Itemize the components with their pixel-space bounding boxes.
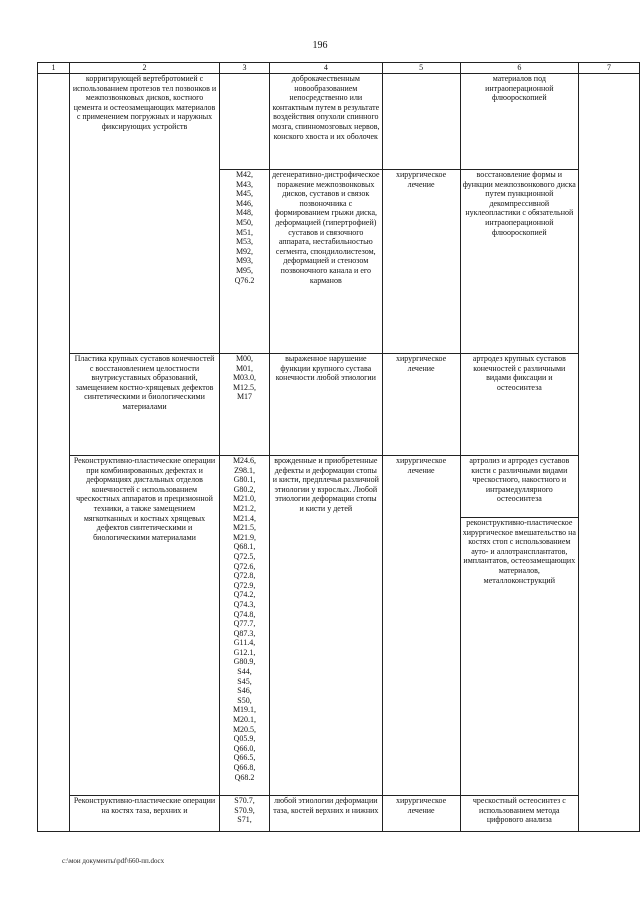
file-path-footer: c:\мои документы\pdf\660-пп.docx [62, 857, 165, 865]
method-detail-cell: артролиз и артродез суставов кисти с различными видами чрескостного, накостного и интрамедуллярного остеосинтеза [460, 456, 578, 518]
col-1-cell [38, 74, 70, 832]
header-col-1: 1 [38, 63, 70, 74]
treatment-type-cell [382, 74, 460, 170]
method-cell: Пластика крупных суставов конечностей с восстановлением целостности внутрисуставных образований, замещением костно-хрящевых дефектов синтетическими и биологическими материалами [70, 354, 220, 456]
method-detail-cell: материалов под интраоперационной флюороскопией [460, 74, 578, 170]
method-detail-cell: чрескостный остеосинтез с использованием метода цифрового анализа [460, 796, 578, 832]
codes-cell [219, 74, 269, 170]
treatment-type-cell: хирургическое лечение [382, 456, 460, 796]
table-row [38, 354, 640, 456]
codes-cell: M42, M43, M45, M46, M48, M50, M51, M53, M92, M93, M95, Q76.2 [219, 170, 269, 354]
condition-cell: дегенеративно-дистрофическое поражение межпозвонковых дисков, суставов и связок позвоночника с формированием грыжи диска, деформацией (гипертрофией) суставов и связочного аппарата, нестабильностью сегмента, спондилолистезом, деформацией и стенозом позвоночного канала и его карманов [270, 170, 382, 354]
header-col-5: 5 [382, 63, 460, 74]
header-col-3: 3 [219, 63, 269, 74]
header-col-2: 2 [70, 63, 220, 74]
method-cell: корригирующей вертебротомией с использованием протезов тел позвонков и межпозвонковых дисков, костного цемента и остеозамещающих материалов с применением погружных и наружных фиксирующих устройств [70, 74, 220, 354]
table-row [38, 796, 640, 832]
treatment-table [37, 62, 640, 832]
page-number: 196 [312, 40, 328, 51]
condition-cell: любой этиологии деформации таза, костей верхних и нижних [270, 796, 382, 832]
header-col-4: 4 [270, 63, 382, 74]
condition-cell: доброкачественным новообразованием непосредственно или контактным путем в результате воздействия опухоли спинного мозга, спинномозговых нервов, конского хвоста и их оболочек [270, 74, 382, 170]
method-detail-cell: реконструктивно-пластическое хирургическое вмешательство на костях стоп с использованием ауто- и аллотрансплантатов, имплантатов, остеозамещающих материалов, металлоконструкций [460, 518, 578, 796]
codes-cell: M00, M01, M03.0, M12.5, M17 [219, 354, 269, 456]
codes-cell: M24.6, Z98.1, G80.1, G80.2, M21.0, M21.2, M21.4, M21.5, M21.9, Q68.1, Q72.5, Q72.6, Q72.8, Q72.9, Q74.2, Q74.3, Q74.8, Q77.7, Q87.3, G11.4, G12.1, G80.9, S44, S45, S46, S50, M19.1, M20.1, M20.5, Q05.9, Q66.0, Q66.5, Q66.8, Q68.2 [219, 456, 269, 796]
table-row [38, 456, 640, 518]
header-row [38, 63, 640, 74]
treatment-type-cell: хирургическое лечение [382, 354, 460, 456]
method-cell: Реконструктивно-пластические операции на костях таза, верхних и [70, 796, 220, 832]
condition-cell: врожденные и приобретенные дефекты и деформации стопы и кисти, предплечья различной этиологии у взрослых. Любой этиологии деформации стопы и кисти у детей [270, 456, 382, 796]
treatment-type-cell: хирургическое лечение [382, 796, 460, 832]
method-cell: Реконструктивно-пластические операции при комбинированных дефектах и деформациях дистальных отделов конечностей с использованием чрескостных аппаратов и прецизионной техники, а также замещением мягкотканных и костных хрящевых дефектов синтетическими и биологическими материалами [70, 456, 220, 796]
table-row [38, 74, 640, 170]
header-col-7: 7 [579, 63, 640, 74]
treatment-type-cell: хирургическое лечение [382, 170, 460, 354]
codes-cell: S70.7, S70.9, S71, [219, 796, 269, 832]
method-detail-cell: восстановление формы и функции межпозвонкового диска путем пункционной декомпрессивной нуклеопластики с обязательной интраоперационной флюороскопией [460, 170, 578, 354]
header-col-6: 6 [460, 63, 578, 74]
col-7-cell [579, 74, 640, 832]
method-detail-cell: артродез крупных суставов конечностей с различными видами фиксации и остеосинтеза [460, 354, 578, 456]
condition-cell: выраженное нарушение функции крупного сустава конечности любой этиологии [270, 354, 382, 456]
